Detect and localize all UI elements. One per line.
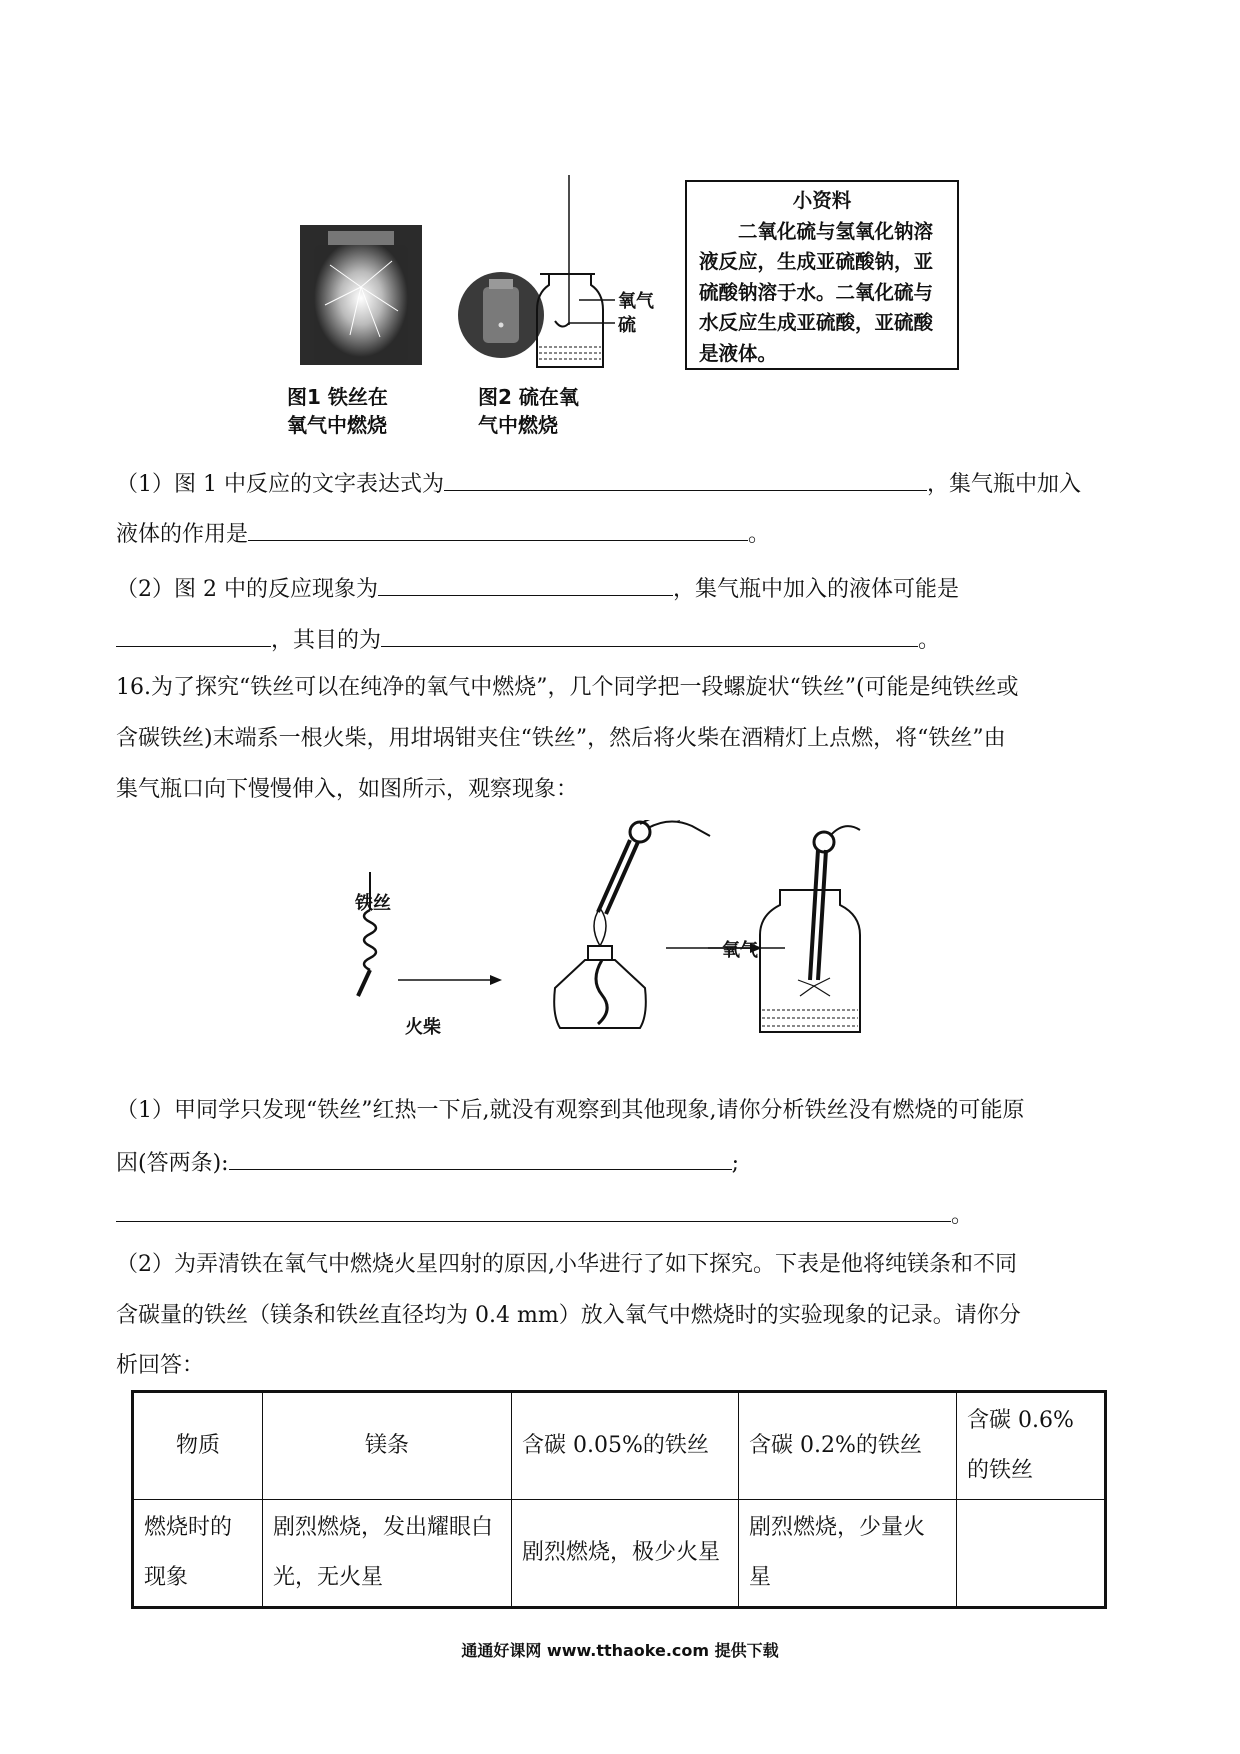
figure-2-caption-line2: 气中燃烧 xyxy=(478,413,558,437)
table-header-cell: 含碳 0.6%的铁丝 xyxy=(957,1392,1106,1500)
q15-p1-continuation: ，集气瓶中加入 xyxy=(926,472,1081,497)
q15-part2-line2 xyxy=(116,622,940,657)
figure-1-caption-line2: 氧气中燃烧 xyxy=(287,413,387,437)
answer-blank-liquid-aim[interactable] xyxy=(381,622,918,647)
figure-2-label-sulfur: 硫 xyxy=(618,315,636,336)
burning-iron-wire-photo xyxy=(300,225,422,365)
figure-1-photo xyxy=(300,225,422,365)
answer-blank-word-equation[interactable] xyxy=(444,466,927,491)
figure-2-caption xyxy=(478,383,579,439)
answer-blank-liquid-purpose[interactable] xyxy=(248,516,748,541)
answer-blank-reason-1[interactable] xyxy=(229,1145,732,1170)
table-cell: 剧烈燃烧，极少火星 xyxy=(512,1500,739,1608)
q16-part2-line1: （2）为弄清铁在氧气中燃烧火星四射的原因,小华进行了如下探究。下表是他将纯镁条和不同 xyxy=(116,1252,1017,1277)
q16-diagram-label-oxygen: 氧气 xyxy=(722,940,758,961)
page-footer: 通通好课网 www.tthaoke.com 提供下载 xyxy=(461,1641,779,1660)
q15-p1-end: 。 xyxy=(748,522,771,547)
table-header-cell: 镁条 xyxy=(263,1392,512,1500)
table-header-cell: 物质 xyxy=(133,1392,263,1500)
table-row xyxy=(133,1500,1106,1608)
q15-p1-prompt2: 液体的作用是 xyxy=(116,522,249,547)
q16-part2-line3: 析回答： xyxy=(116,1353,205,1378)
q15-p1-prompt: （1）图 1 中反应的文字表达式为 xyxy=(116,472,444,497)
q16-p1-separator: ; xyxy=(731,1151,740,1176)
q16-part1-line2 xyxy=(116,1145,739,1180)
combustion-observation-table xyxy=(131,1390,1107,1609)
table-cell-answer[interactable] xyxy=(957,1500,1106,1608)
q15-part2-line1 xyxy=(116,571,959,606)
table-header-row xyxy=(133,1392,1106,1500)
q15-p2-continuation: ，集气瓶中加入的液体可能是 xyxy=(672,577,959,602)
q16-intro-line1: 16.为了探究“铁丝可以在纯净的氧气中燃烧”，几个同学把一段螺旋状“铁丝”(可能是纯铁丝或 xyxy=(116,675,1019,700)
note-body: 二氧化硫与氢氧化钠溶液反应，生成亚硫酸钠，亚硫酸钠溶于水。二氧化硫与水反应生成亚硫酸，亚硫酸是液体。 xyxy=(699,219,934,365)
q16-intro-line3: 集气瓶口向下慢慢伸入，如图所示，观察现象： xyxy=(116,777,579,802)
answer-blank-sulfur-phenomenon[interactable] xyxy=(378,571,673,596)
figure-2-label-oxygen: 氧气 xyxy=(618,291,654,312)
q16-p1-prompt: 因(答两条): xyxy=(116,1151,229,1176)
q15-part1-line1 xyxy=(116,466,1081,501)
q16-part1-line3 xyxy=(116,1197,973,1232)
q15-p2-prompt: （2）图 2 中的反应现象为 xyxy=(116,577,378,602)
note-title: 小资料 xyxy=(792,189,852,212)
q16-diagram-label-match: 火柴 xyxy=(405,1017,441,1038)
q16-p1-end: 。 xyxy=(951,1203,974,1228)
table-row-label: 燃烧时的现象 xyxy=(133,1500,263,1608)
table-cell: 剧烈燃烧，发出耀眼白光，无火星 xyxy=(263,1500,512,1608)
q16-part2-line2: 含碳量的铁丝（镁条和铁丝直径均为 0.4 mm）放入氧气中燃烧时的实验现象的记录。请你分 xyxy=(116,1303,1021,1328)
sulfur-burning-diagram xyxy=(455,175,675,375)
q16-diagram-label-wire: 铁丝 xyxy=(355,893,391,914)
q15-p2-purpose-prompt: ，其目的为 xyxy=(271,628,382,653)
reference-note-box xyxy=(685,180,959,370)
table-header-cell: 含碳 0.05%的铁丝 xyxy=(512,1392,739,1500)
answer-blank-liquid-name[interactable] xyxy=(116,622,271,647)
q16-part1-line1: （1）甲同学只发现“铁丝”红热一下后,就没有观察到其他现象,请你分析铁丝没有燃烧的可能原 xyxy=(116,1098,1025,1123)
q16-intro-line2: 含碳铁丝)末端系一根火柴，用坩埚钳夹住“铁丝”，然后将火柴在酒精灯上点燃，将“铁丝”由 xyxy=(116,726,1006,751)
table-cell: 剧烈燃烧，少量火星 xyxy=(739,1500,957,1608)
figure-2-caption-line1: 图2 硫在氧 xyxy=(478,385,579,409)
q15-p2-end: 。 xyxy=(918,628,941,653)
figure-1-caption-line1: 图1 铁丝在 xyxy=(287,385,388,409)
figure-2-diagram xyxy=(455,175,675,375)
q15-part1-line2 xyxy=(116,516,770,551)
table-header-cell: 含碳 0.2%的铁丝 xyxy=(739,1392,957,1500)
answer-blank-reason-2[interactable] xyxy=(116,1197,951,1222)
figure-1-caption xyxy=(287,383,388,439)
